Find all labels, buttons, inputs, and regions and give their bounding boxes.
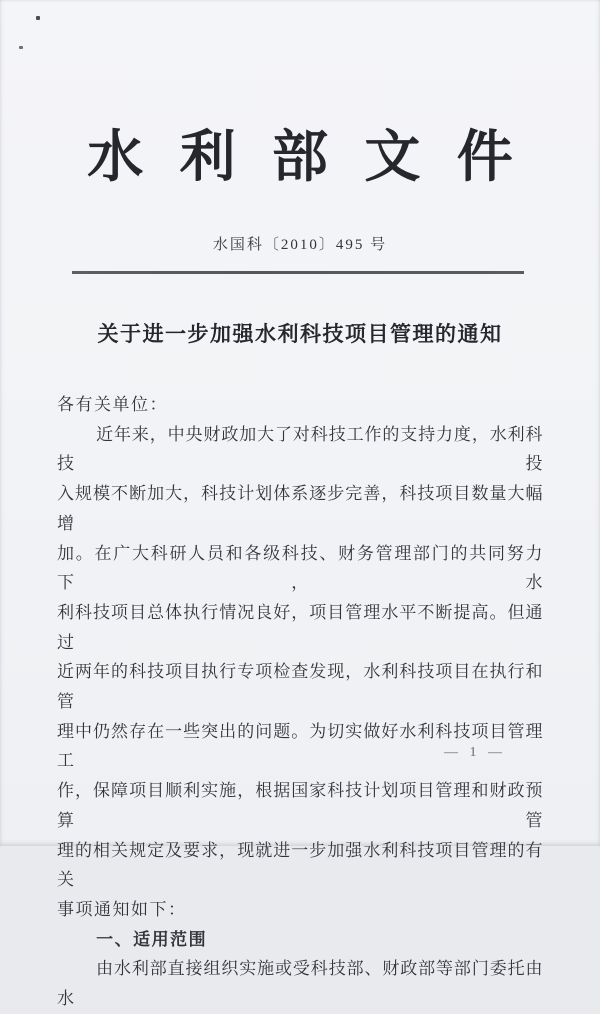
body-line: 入规模不断加大，科技计划体系逐步完善，科技项目数量大幅增 (57, 484, 543, 533)
paragraph-end-line: 事项通知如下： (57, 899, 187, 919)
page-number: — 1 — (444, 745, 506, 760)
body-line: 近年来，中央财政加大了对科技工作的支持力度，水利科技投 (57, 424, 543, 474)
body-line: 利科技项目总体执行情况良好，项目管理水平不断提高。但通过 (57, 602, 543, 652)
header-rule-divider (72, 271, 524, 274)
body-line: 加。在广大科研人员和各级科技、财务管理部门的共同努力下，水 (57, 543, 543, 593)
document-subject-title: 关于进一步加强水利科技项目管理的通知 (97, 322, 503, 346)
body-line: 作，保障项目顺利实施，根据国家科技计划项目管理和财政预算管 (57, 781, 543, 830)
body-line: 理中仍然存在一些突出的问题。为切实做好水利科技项目管理工 (57, 721, 543, 771)
scan-speck (19, 46, 23, 49)
body-line: 近两年的科技项目执行专项检查发现，水利科技项目在执行和管 (57, 662, 543, 712)
section-heading: 一、适用范围 (96, 929, 208, 949)
body-line: 理的相关规定及要求，现就进一步加强水利科技项目管理的有关 (57, 840, 543, 890)
salutation: 各有关单位： (57, 395, 168, 414)
document-number: 水国科〔2010〕495 号 (212, 237, 388, 253)
document-header-title: 水利部文件 (87, 127, 550, 189)
body-line: 由水利部直接组织实施或受科技部、财政部等部门委托由水 (57, 959, 543, 1009)
scan-speck (36, 16, 40, 20)
document-body (57, 390, 543, 1014)
